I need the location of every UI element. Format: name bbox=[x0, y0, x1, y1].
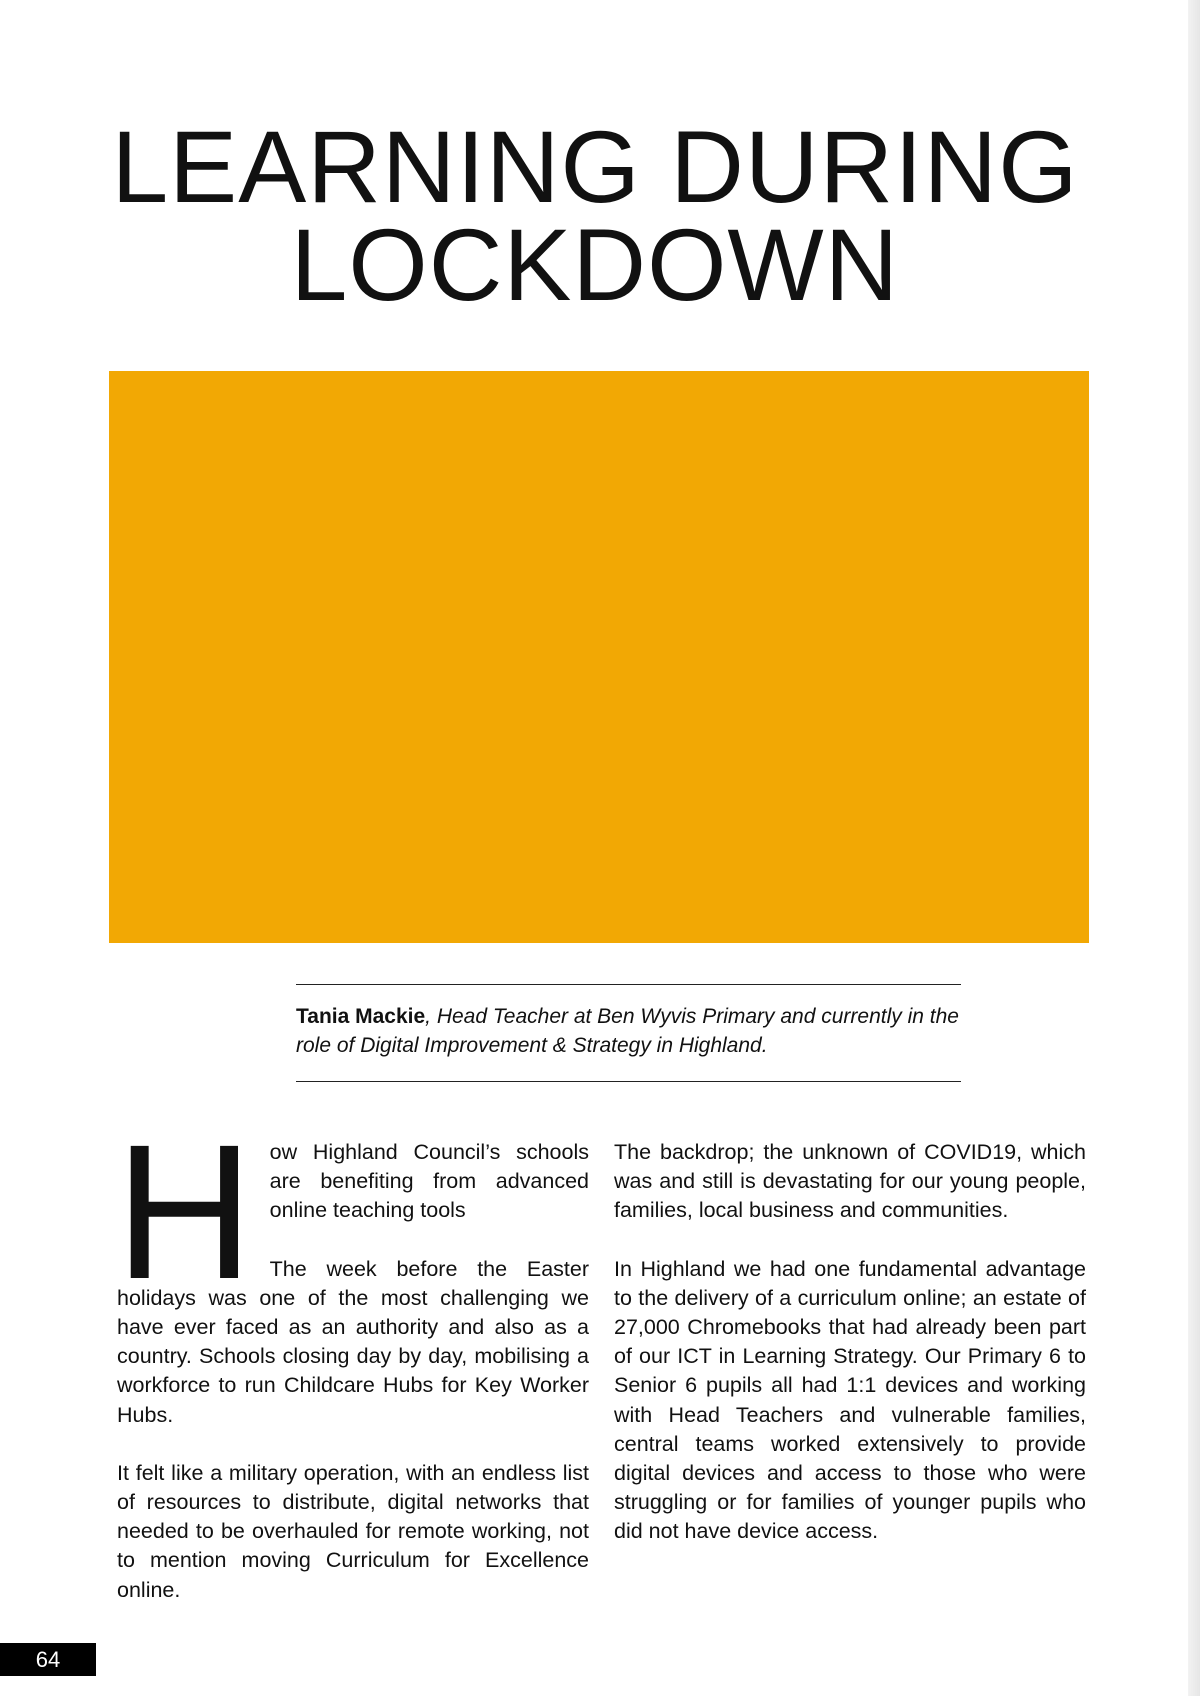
article-column-left bbox=[115, 1104, 589, 1634]
byline-bottom-rule bbox=[296, 1081, 961, 1082]
body-paragraph: In Highland we had one fundamental advantage to the delivery of a curriculum online; an estate of 27,000 Chromebooks that had already been part of our ICT in Learning Strategy. Our Primary 6 to Senior 6 pupils all had 1:1 devices and working with Head Teachers and vulnerable families, central teams worked extensively to provide digital devices and access to those who were struggling or for families of younger pupils who did not have device access. bbox=[614, 1256, 1086, 1544]
page-edge bbox=[1188, 0, 1200, 1696]
body-paragraph: It felt like a military operation, with an endless list of resources to distribute, digital networks that needed to be overhauled for remote working, not to mention moving Curriculum for Excellence online. bbox=[117, 1460, 589, 1602]
byline bbox=[296, 1002, 966, 1060]
title-line-1: LEARNING DURING bbox=[111, 110, 1079, 224]
title-line-2: LOCKDOWN bbox=[290, 208, 900, 322]
intro-text: ow Highland Council’s schools are benefiting from advanced online teaching tools bbox=[269, 1140, 589, 1223]
page-number: 64 bbox=[0, 1643, 96, 1676]
author-role: , Head Teacher at Ben Wyvis Primary and currently in the role of Digital Improvement & Strategy in Highland. bbox=[296, 1005, 959, 1057]
page-title bbox=[60, 110, 1130, 322]
drop-cap: H bbox=[115, 1104, 254, 1319]
body-paragraph: The week before the Easter holidays was one of the most challenging we have ever faced as an authority and also as a country. Schools closing day by day, mobilising a workforce to run Childcare Hubs for Key Worker Hubs. bbox=[117, 1256, 589, 1427]
hero-image-placeholder bbox=[109, 371, 1089, 943]
intro-paragraph bbox=[115, 1104, 589, 1319]
body-paragraph: The backdrop; the unknown of COVID19, which was and still is devastating for our young people, families, local business and communities. bbox=[614, 1140, 1086, 1223]
article-column-right bbox=[614, 1138, 1086, 1576]
byline-top-rule bbox=[296, 984, 961, 985]
author-name: Tania Mackie bbox=[296, 1005, 426, 1028]
